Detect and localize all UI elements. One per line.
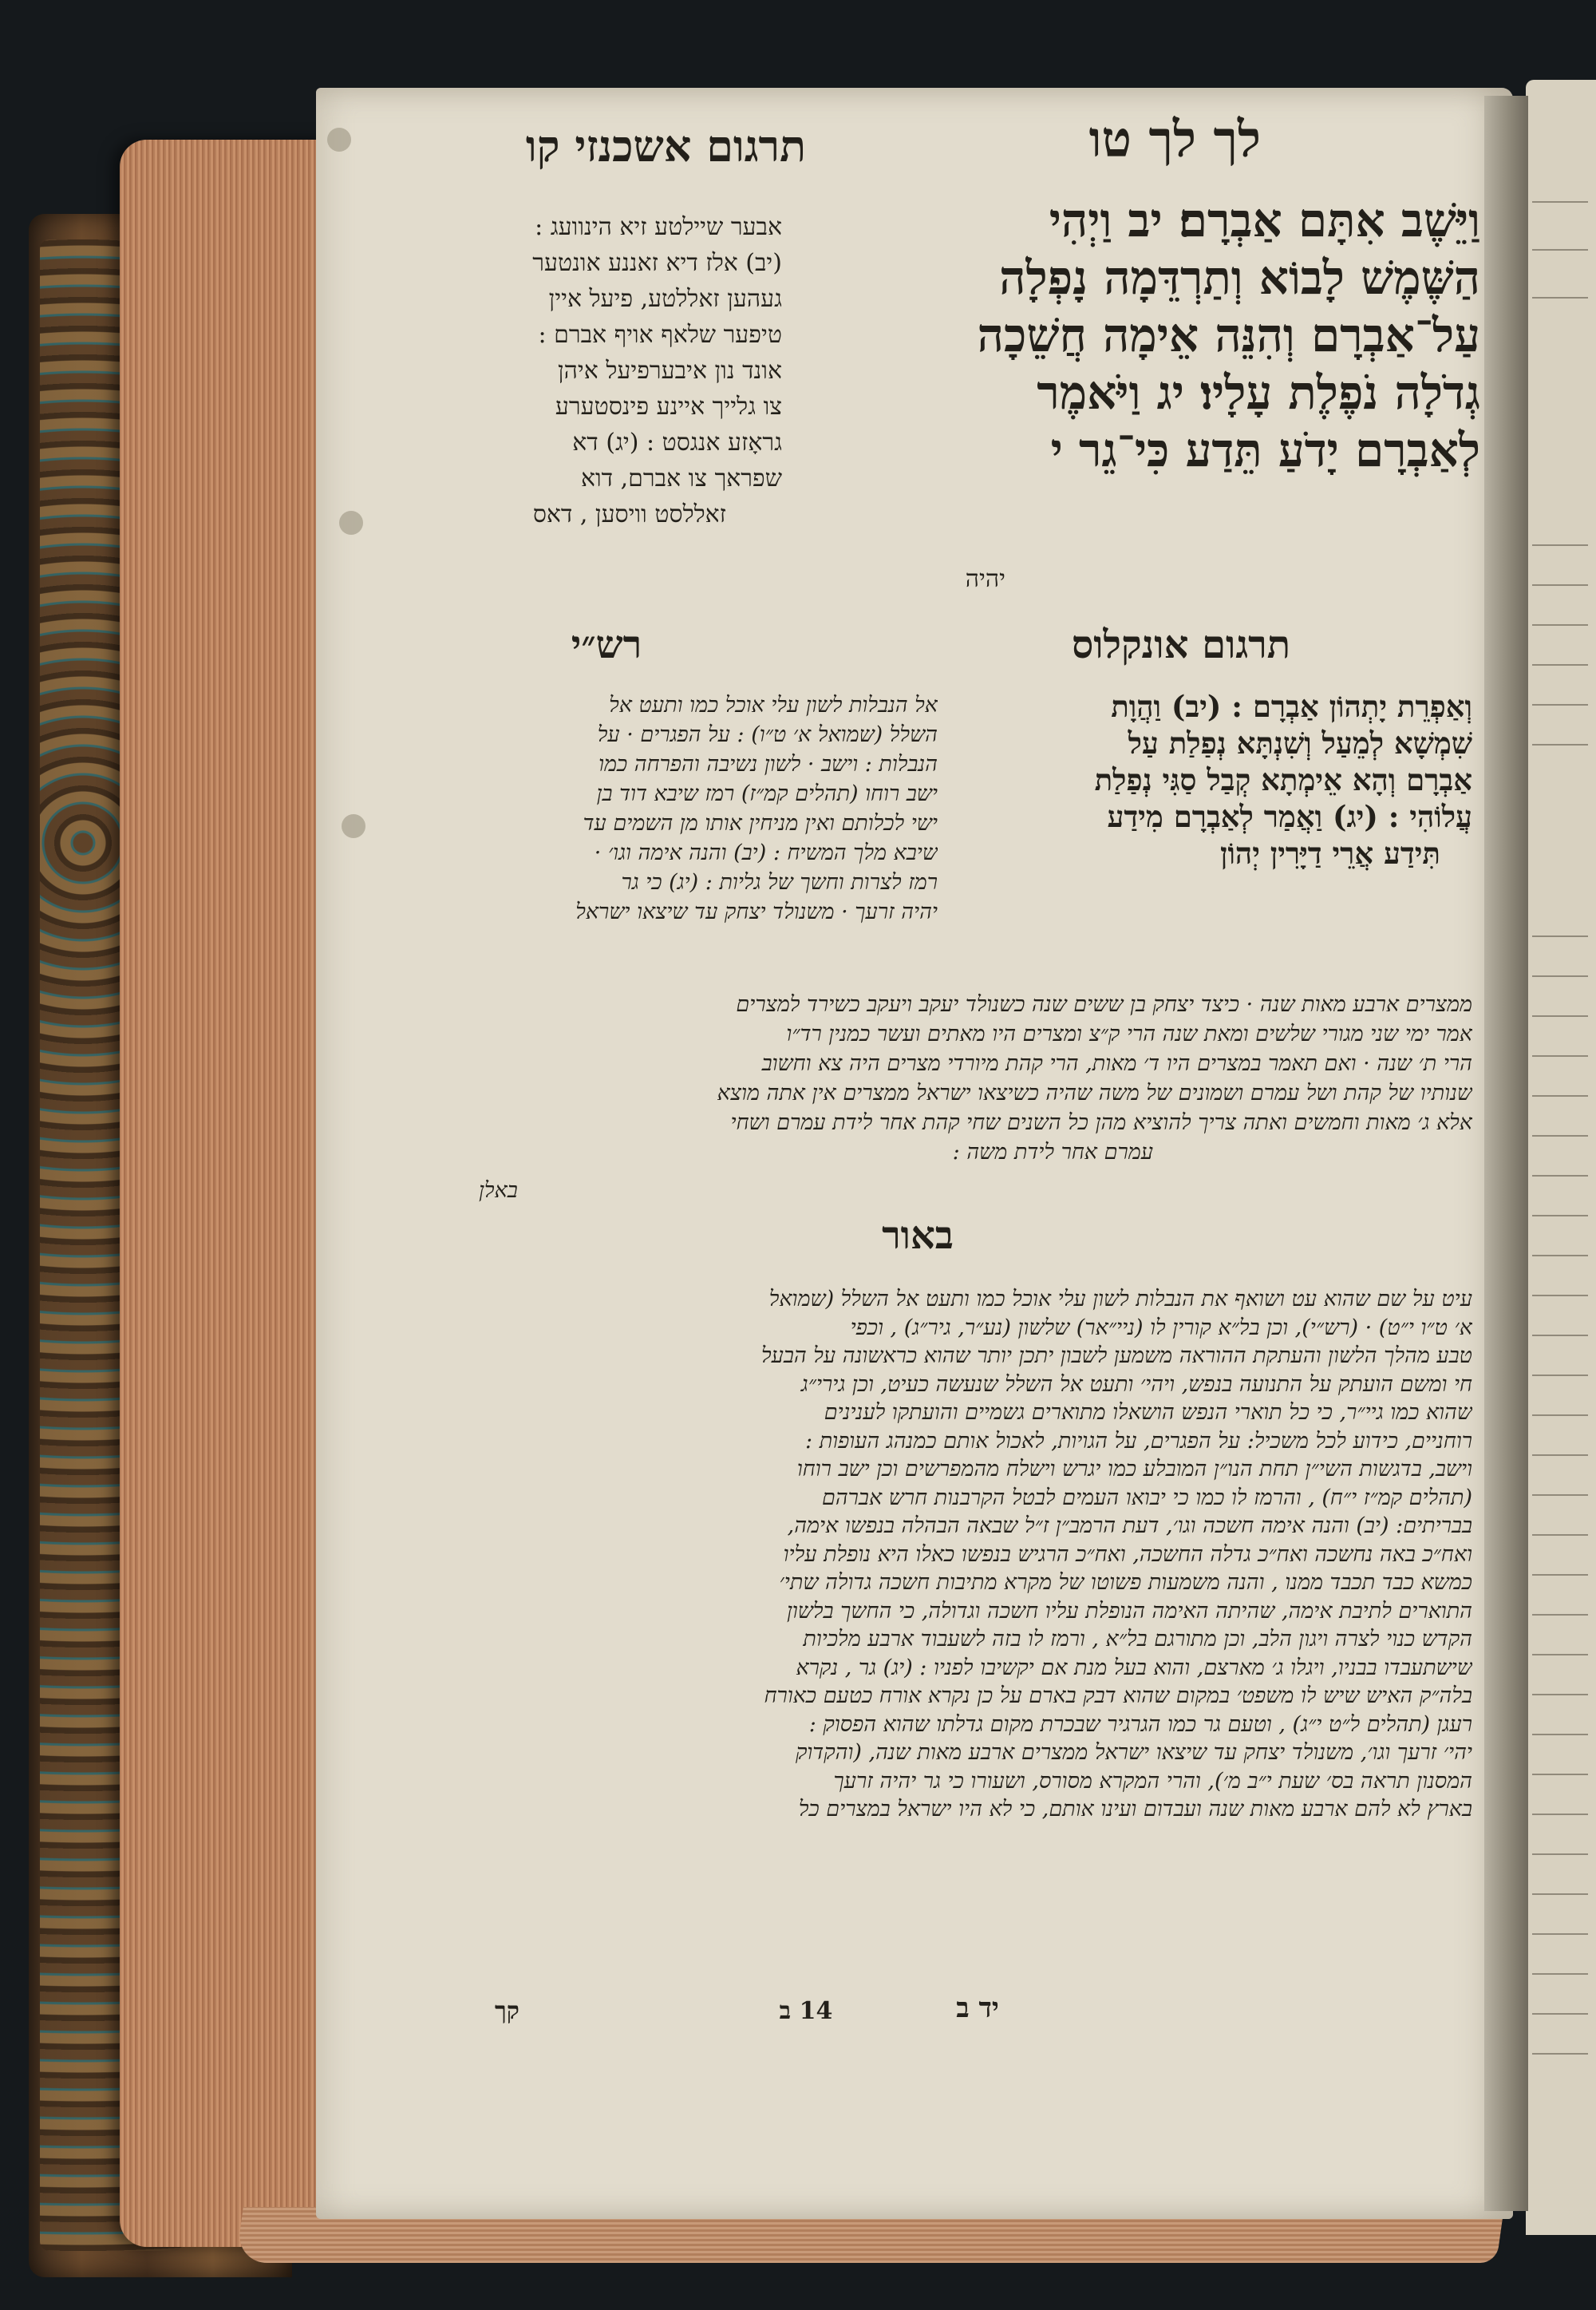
- yiddish-line: אונד נון איבערפיעל איהן: [558, 357, 782, 385]
- rashi-column: [403, 690, 938, 1002]
- verse-line: עַל־אַבְרָם וְהִנֵּה אֵימָה חֲשֵׁכָה: [977, 308, 1480, 362]
- binding-hole: [342, 814, 365, 838]
- page-edge: [120, 140, 335, 2247]
- biur-line: עיט על שם שהוא עט ושואף את הנבלות לשון עלי אוכל כמו ותעט אל השלל (שמואל: [768, 1287, 1472, 1311]
- rashi-line: עמרם אחר לידת משה :: [952, 1140, 1153, 1165]
- verse-line: וַיֵּשֶׁב אִתָּם אַבְרָם׃ יב וַיְהִי: [1049, 193, 1480, 247]
- onkelos-line: אַבְרָם וְהָא אֵימְתָא קְבַל סַגִּי נְפַלַת: [1094, 762, 1472, 797]
- biur-line: בלה״ק האיש שיש לו משפט׳ במקום שהוא דבק בארם על כן נקרא אורח כטעם כאורח: [764, 1683, 1472, 1708]
- biur-line: יהי׳ זרעך וגו׳, משנולד יצחק עד שיצאו ישראל ממצרים ארבע מאות שנה, (והקדוק: [795, 1740, 1472, 1765]
- signature-mark-center: 14 ב: [779, 1997, 833, 2025]
- yiddish-translation-column: [399, 209, 782, 608]
- verse-catchword: יהיה: [965, 565, 1005, 593]
- rashi-line: אלא ג׳ מאות וחמשים ואתה צריך להוציא מהן כל השנים שחי קהת אחר לידת עמרם ושחי: [730, 1110, 1472, 1135]
- biur-line: שהוא כמו גיי״ר, כי כל תוארי הנפש הושאלו מתוארים גשמיים והועתקו לענינים: [824, 1400, 1472, 1425]
- biur-line: א׳ ט״ו י״ט) · (רש״י), וכן בל״א קורין לו (ניי״אר) שלשון (נע״ר, גיר״ג) , וכפי: [850, 1315, 1472, 1340]
- running-header-right: לך לך טו: [1088, 112, 1261, 168]
- rashi-line: אל הנבלות לשון עלי אוכל כמו ותעט אל: [609, 693, 938, 718]
- rashi-line: שיבא מלך המשיח : (יב) והנה אימה וגו׳ ·: [594, 841, 938, 865]
- verse-line: לְאַבְרָם יָדֹעַ תֵּדַע כִּי־גֵר י: [1050, 423, 1480, 477]
- biur-line: רוחניים, כידוע לכל משכיל: על הפגרים, על הגויות, לאכול אותם כמנהג העופות :: [805, 1428, 1472, 1454]
- verse-line: הַשֶּׁמֶשׁ לָבוֹא וְתַרְדֵּמָה נָפְלָה: [999, 251, 1480, 305]
- facing-page-fragment: [1526, 80, 1596, 2235]
- binding-hole: [339, 511, 363, 535]
- biur-line: רעגן (תהלים ל״ט י״ג) , וטעם גר כמו הגרגיר שבכרת מקום גדלתו שהוא הפסוק :: [808, 1711, 1472, 1737]
- onkelos-line: עֲלוֹהִי : (יג) וַאֲמַר לְאַבְרָם מִידַע: [1107, 799, 1472, 834]
- rashi-catchword: באלן: [479, 1178, 518, 1203]
- biur-line: וישב, בדגשות השי״ן תחת הנו״ן המובלע כמו יגרש וישלח מהמפרשים וכן ישב רוחו: [796, 1457, 1472, 1481]
- onkelos-line: תִּידַע אֲרֵי דַיָּרִין יְהוֹן: [1220, 836, 1440, 871]
- binding-hole: [327, 128, 351, 152]
- running-header-left: תרגום אשכנזי קו: [525, 121, 806, 172]
- biur-line: (תהלים קמ״ז י״ח) , והרמז לו כמו כי יבואו העמים לבטל הקרבנות חרש אברהם: [822, 1485, 1472, 1510]
- biur-line: שישתעבדו בבניו, ויגלו ג׳ מארצם, והוא בעל מנת אם יקשיבו לפניו : (יג) גר , נקרא: [796, 1655, 1472, 1680]
- rashi-title: רש״י: [571, 623, 642, 667]
- yiddish-line: שפראך צו אברם, דוא: [581, 465, 782, 492]
- biur-title: באור: [882, 1213, 954, 1258]
- yiddish-line: געהען זאללטע, פיעל איין: [548, 285, 782, 313]
- rashi-line: ישי לכלותם ואין מניחין אותו מן השמים עד: [583, 811, 938, 836]
- onkelos-title: תרגום אונקלוס: [1071, 623, 1291, 667]
- rashi-line: שנותיו של קהת ושל עמרם ושמונים של משה שהיה כשיצאו ישראל ממצרים אין אתה מוצא: [717, 1081, 1472, 1106]
- yiddish-line: אבער שיילטע זיא הינוועג :: [535, 213, 782, 241]
- biur-line: הקדש כנוי לצרה ויגון הלב, וכן מתורגם בל״א , ורמז לו בזה לשעבוד ארבע מלכיות: [803, 1627, 1472, 1651]
- rashi-line: ממצרים ארבע מאות שנה · כיצד יצחק בן ששים שנה כשנולד יעקב ויעקב כשירד למצרים: [736, 992, 1472, 1017]
- biur-line: בארץ לא להם ארבע מאות שנה ועבדום ועינו אותם, כי לא היו ישראל במצרים כל: [798, 1797, 1472, 1821]
- yiddish-line: זאללסט וויסען , דאס: [532, 500, 726, 528]
- verse-line: גְדֹלָה נֹפֶלֶת עָלָיו׃ יג וַיֹּאמֶר: [1037, 366, 1480, 420]
- rashi-line: ישב רוחו (תהלים קמ״ז) רמז שיבא דוד בן: [596, 781, 938, 806]
- signature-mark-left: קך: [495, 1997, 519, 2025]
- biur-line: ואח״כ באה נחשכה ואח״כ גדלה החשכה, ואח״כ הרגיש בנפשו כאלו היא נופלת עליו: [783, 1541, 1472, 1567]
- yiddish-line: צו גלייך איינע פינסטערע: [555, 393, 782, 421]
- biur-line: טבע מהלך הלשון והעתקת ההוראה משמען לשבון יתכן יותר שהוא כראשונה על הבעל: [760, 1343, 1472, 1368]
- yiddish-line: גראָזע אנגסט : (יג) דא: [572, 429, 782, 457]
- yiddish-line: (יב) אלז דיא זאננע אונטער: [532, 249, 782, 277]
- verse-block: [806, 192, 1480, 559]
- biur-line: התוארים לתיבת אימה, שהיתה האימה הנופלת עליו חשכה וגדולה, כי החשך בלשון: [786, 1598, 1472, 1624]
- rashi-line: השלל (שמואל א׳ ט״ו) : על הפגרים · על: [597, 722, 938, 747]
- onkelos-line: שִׁמְשָׁא לְמֵעַל וְשִׁנְתָּא נְפַלַת עַל: [1128, 726, 1472, 761]
- biur-line: חי ומשם הועתק על התנועה בנפש, ויהי׳ ותעט אל השלל שנעשה כעיט, וכן גירי״ג: [800, 1371, 1472, 1397]
- rashi-continuation: [403, 990, 1472, 1181]
- signature-mark-right: יד ב: [956, 1992, 999, 2024]
- biur-line: המסנון תראה בס׳ שעת י״ב מ׳), והרי המקרא מסורס, ושעורו כי גר יהיה זרעך: [833, 1768, 1472, 1794]
- page-gutter: [1484, 96, 1528, 2211]
- rashi-line: יהיה זרעך · משנולד יצחק עד שיצאו ישראל: [575, 900, 938, 924]
- rashi-line: אמר ימי שני מגורי שלשים ומאת שנה הרי ק״צ ומצרים היו מאתים ועשר כמנין רד״ו: [786, 1022, 1472, 1046]
- onkelos-line: וְאַפְרֵת יָתְהוֹן אַבְרָם : (יב) וַהֲוָת: [1111, 689, 1472, 724]
- rashi-line: הנבלות : וישב · לשון נשיבה והפרחה כמו: [598, 752, 938, 777]
- biur-line: כמשא כבד תכבד ממנו , והנה משמעות פשוטו של מקרא מתיבות חשכה גדולה שתי׳: [779, 1570, 1472, 1595]
- biur-line: בבריתים: (יב) והנה אימה חשכה וגו׳, דעת הרמב״ן ז״ל שבאה הבהלה בנפשו אימה,: [787, 1513, 1472, 1538]
- rashi-line: רמז לצרות וחשך של גליות : (יג) כי גר: [621, 870, 938, 895]
- rashi-line: הרי ת׳ שנה · ואם תאמר במצרים היו ד׳ מאות, הרי קהת מיורדי מצרים היה צא וחשוב: [761, 1051, 1472, 1076]
- yiddish-line: טיפער שלאף אויף אברם :: [538, 321, 782, 349]
- onkelos-column: [942, 688, 1472, 959]
